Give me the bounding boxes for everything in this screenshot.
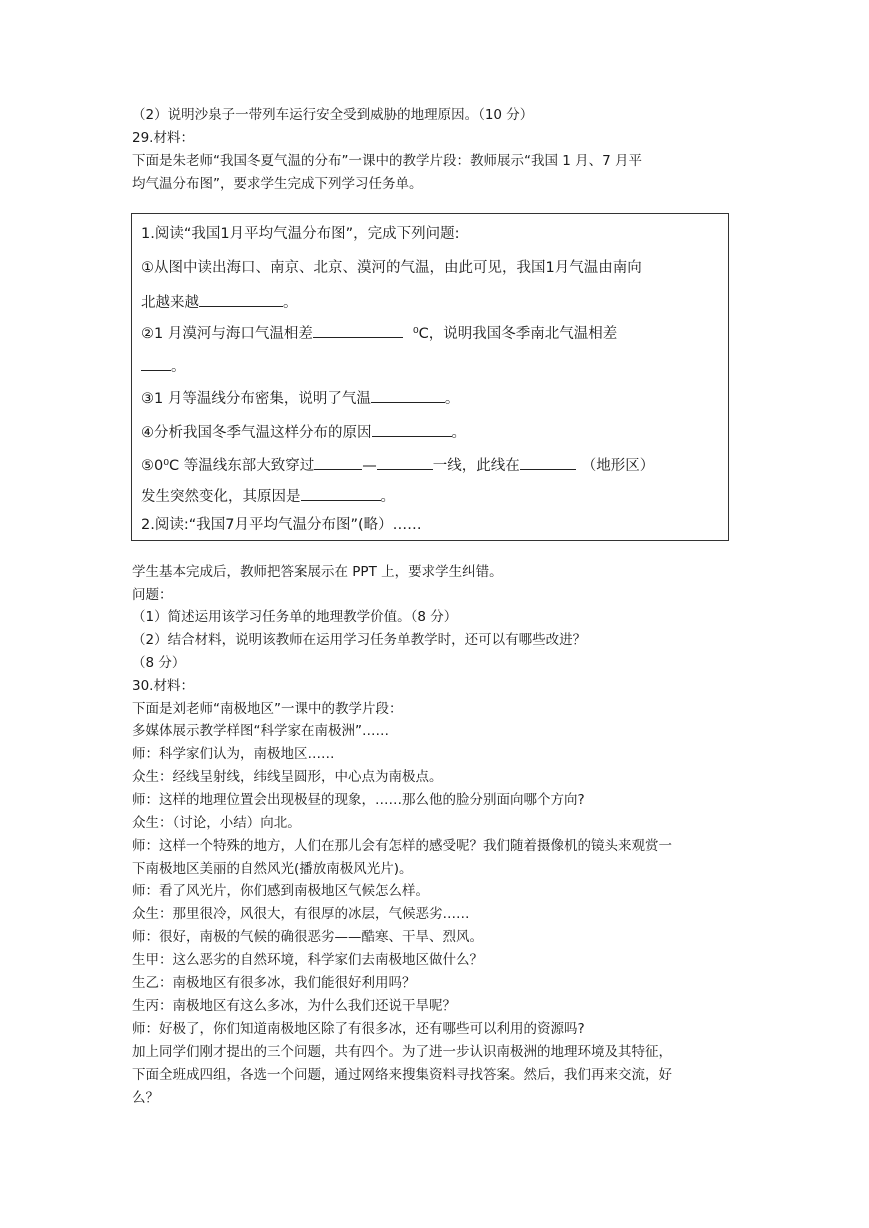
answer-blank bbox=[372, 422, 452, 437]
q30-line: 生甲：这么恶劣的自然环境，科学家们去南极地区做什么？ bbox=[132, 952, 483, 968]
answer-blank bbox=[301, 486, 381, 501]
q30-line: 众生：那里很冷，风很大，有很厚的冰层，气候恶劣…… bbox=[132, 906, 470, 922]
answer-blank bbox=[314, 455, 362, 470]
task-line-5-end: 。 bbox=[171, 359, 186, 375]
questions-label: 问题： bbox=[132, 587, 173, 603]
q28-part2: （2）说明沙泉子一带列车运行安全受到威胁的地理原因。（10 分） bbox=[132, 107, 534, 123]
task-line-9-text: 发生突然变化，其原因是 bbox=[141, 489, 301, 505]
task-line-9 bbox=[141, 486, 395, 507]
q30-line: 下面全班成四组，各选一个问题，通过网络来搜集资料寻找答案。然后，我们再来交流，好 bbox=[132, 1067, 672, 1083]
task-line-7-end: 。 bbox=[451, 425, 466, 441]
task-line-6-text: ③1 月等温线分布密集，说明了气温 bbox=[141, 391, 371, 407]
task-line-4-text-2: ⁰C，说明我国冬季南北气温相差 bbox=[412, 326, 618, 342]
task-line-6-end: 。 bbox=[444, 391, 460, 407]
answer-blank bbox=[199, 292, 283, 307]
task-line-3 bbox=[141, 292, 298, 313]
q30-line: 众生：（讨论，小结）向北。 bbox=[132, 815, 301, 831]
task-line-4-text: ②1 月漠河与海口气温相差 bbox=[141, 326, 313, 342]
task-line-8-dash: — bbox=[362, 458, 377, 474]
task-line-8 bbox=[141, 455, 654, 476]
task-line-10: 2.阅读:“我国7月平均气温分布图”(略）…… bbox=[141, 517, 422, 533]
answer-blank bbox=[313, 323, 403, 338]
q30-line: 下面是刘老师“南极地区”一课中的教学片段： bbox=[132, 701, 403, 717]
task-line-7 bbox=[141, 422, 466, 443]
task-line-3-text: 北越来越 bbox=[141, 295, 199, 311]
task-line-3-end: 。 bbox=[283, 295, 298, 311]
task-line-6 bbox=[141, 388, 459, 409]
task-line-5 bbox=[141, 356, 186, 377]
q30-line: 师：这样的地理位置会出现极昼的现象，……那么他的脸分别面向哪个方向? bbox=[132, 792, 585, 808]
q30-line: 师：好极了，你们知道南极地区除了有很多冰，还有哪些可以利用的资源吗? bbox=[132, 1021, 585, 1037]
q30-line: 众生：经线呈射线，纬线呈圆形，中心点为南极点。 bbox=[132, 769, 443, 785]
q30-line: 加上同学们刚才提出的三个问题，共有四个。为了进一步认识南极洲的地理环境及其特征， bbox=[132, 1044, 672, 1060]
q30-label: 30.材料： bbox=[132, 678, 194, 694]
task-line-4 bbox=[141, 323, 617, 344]
q29-intro-line-1: 下面是朱老师“我国冬夏气温的分布”一课中的教学片段：教师展示“我国 1 月、7 月平 bbox=[132, 153, 643, 169]
after-line-1: 学生基本完成后，教师把答案展示在 PPT 上，要求学生纠错。 bbox=[132, 564, 503, 580]
answer-blank bbox=[520, 455, 576, 470]
task-line-8-text-2: 一线，此线在 bbox=[432, 458, 520, 474]
q30-line: 么？ bbox=[132, 1090, 159, 1106]
task-line-1: 1.阅读“我国1月平均气温分布图”，完成下列问题: bbox=[141, 226, 460, 242]
question-1: （1）简述运用该学习任务单的地理教学价值。（8 分） bbox=[132, 609, 458, 625]
q30-line: 师：很好，南极的气候的确很恶劣——酷寒、干旱、烈风。 bbox=[132, 929, 483, 945]
learning-task-sheet bbox=[131, 213, 729, 541]
task-line-7-text: ④分析我国冬季气温这样分布的原因 bbox=[141, 425, 372, 441]
q30-line: 生乙：南极地区有很多冰，我们能很好利用吗？ bbox=[132, 975, 416, 991]
q30-line: 多媒体展示教学样图“科学家在南极洲”…… bbox=[132, 723, 389, 739]
question-2: （2）结合材料，说明该教师在运用学习任务单教学时，还可以有哪些改进？ bbox=[132, 632, 587, 648]
q30-line: 生丙：南极地区有这么多冰，为什么我们还说干旱呢？ bbox=[132, 998, 456, 1014]
q30-line: 师：这样一个特殊的地方，人们在那儿会有怎样的感受呢？我们随着摄像机的镜头来观赏一 bbox=[132, 838, 672, 854]
task-line-8-text: ⑤0⁰C 等温线东部大致穿过 bbox=[141, 458, 315, 474]
answer-blank bbox=[371, 388, 445, 403]
q29-label: 29.材料： bbox=[132, 130, 194, 146]
q29-intro-line-2: 均气温分布图”，要求学生完成下列学习任务单。 bbox=[132, 176, 423, 192]
answer-blank bbox=[141, 356, 171, 371]
task-line-2: ①从图中读出海口、南京、北京、漠河的气温，由此可见，我国1月气温由南向 bbox=[141, 260, 642, 276]
task-line-8-text-3: （地形区） bbox=[581, 458, 655, 474]
task-line-9-end: 。 bbox=[380, 489, 395, 505]
question-2-score: （8 分） bbox=[132, 655, 186, 671]
q30-line: 师：看了风光片，你们感到南极地区气候怎么样。 bbox=[132, 883, 429, 899]
q30-line: 下南极地区美丽的自然风光(播放南极风光片)。 bbox=[132, 861, 413, 877]
answer-blank bbox=[377, 455, 433, 470]
q30-line: 师：科学家们认为，南极地区…… bbox=[132, 746, 335, 762]
